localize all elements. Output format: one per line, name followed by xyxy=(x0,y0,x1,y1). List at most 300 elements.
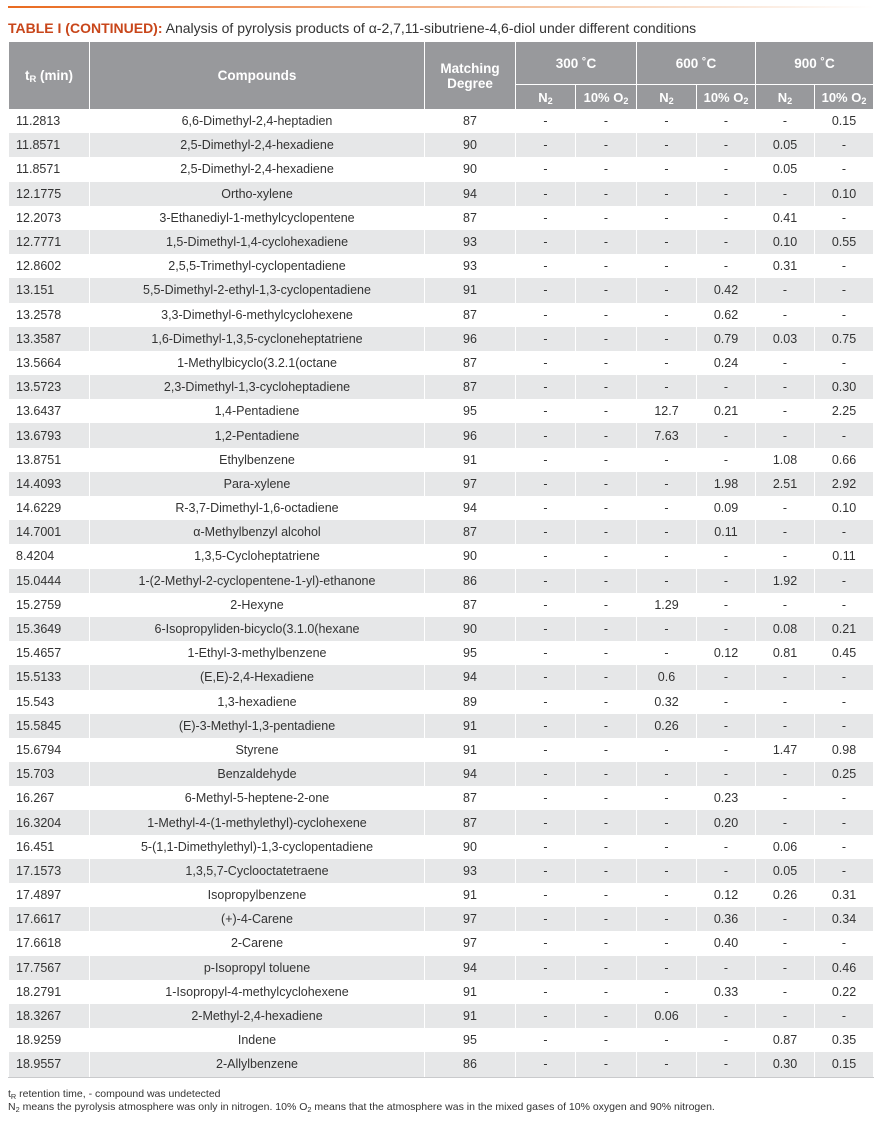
cell-900-o2: 0.15 xyxy=(815,109,874,133)
cell-900-o2: - xyxy=(815,931,874,955)
cell-900-n2: - xyxy=(756,496,815,520)
table-row xyxy=(9,956,874,980)
cell-retention-time: 16.3204 xyxy=(9,810,90,834)
cell-300-o2: - xyxy=(576,931,637,955)
cell-compound: 1-Methylbicyclo(3.2.1(octane xyxy=(90,351,425,375)
cell-retention-time: 16.451 xyxy=(9,835,90,859)
cell-600-n2: - xyxy=(637,206,697,230)
top-rule xyxy=(8,6,874,8)
cell-retention-time: 18.2791 xyxy=(9,980,90,1004)
cell-600-n2: - xyxy=(637,230,697,254)
cell-300-n2: - xyxy=(516,859,576,883)
cell-300-o2: - xyxy=(576,278,637,302)
cell-300-n2: - xyxy=(516,956,576,980)
cell-900-o2: - xyxy=(815,520,874,544)
cell-900-o2: - xyxy=(815,206,874,230)
cell-600-n2: - xyxy=(637,496,697,520)
cell-600-n2: - xyxy=(637,786,697,810)
cell-600-o2: 0.09 xyxy=(697,496,756,520)
cell-600-o2: - xyxy=(697,665,756,689)
cell-900-o2: - xyxy=(815,254,874,278)
cell-compound: 1-(2-Methyl-2-cyclopentene-1-yl)-ethanone xyxy=(90,569,425,593)
cell-matching-degree: 87 xyxy=(425,351,516,375)
cell-300-n2: - xyxy=(516,423,576,447)
table-row xyxy=(9,690,874,714)
cell-900-o2: 0.75 xyxy=(815,327,874,351)
cell-900-o2: 0.55 xyxy=(815,230,874,254)
cell-300-o2: - xyxy=(576,206,637,230)
table-row xyxy=(9,1052,874,1077)
cell-900-n2: - xyxy=(756,956,815,980)
cell-300-n2: - xyxy=(516,230,576,254)
cell-900-n2: - xyxy=(756,931,815,955)
cell-compound: 2-Methyl-2,4-hexadiene xyxy=(90,1004,425,1028)
table-row xyxy=(9,931,874,955)
cell-300-n2: - xyxy=(516,399,576,423)
cell-600-o2: - xyxy=(697,835,756,859)
cell-600-o2: - xyxy=(697,859,756,883)
cell-300-o2: - xyxy=(576,1052,637,1077)
cell-900-o2: 0.25 xyxy=(815,762,874,786)
cell-300-n2: - xyxy=(516,738,576,762)
cell-300-n2: - xyxy=(516,375,576,399)
cell-600-n2: - xyxy=(637,448,697,472)
table-caption xyxy=(8,19,874,37)
cell-compound: 3-Ethanediyl-1-methylcyclopentene xyxy=(90,206,425,230)
cell-300-n2: - xyxy=(516,883,576,907)
table-row xyxy=(9,448,874,472)
cell-900-o2: - xyxy=(815,1004,874,1028)
cell-900-n2: 0.05 xyxy=(756,133,815,157)
cell-compound: 1,3,5,7-Cyclooctatetraene xyxy=(90,859,425,883)
cell-600-n2: - xyxy=(637,303,697,327)
cell-900-n2: 0.03 xyxy=(756,327,815,351)
cell-900-n2: - xyxy=(756,1004,815,1028)
cell-300-n2: - xyxy=(516,182,576,206)
cell-600-o2: - xyxy=(697,109,756,133)
cell-600-o2: 0.33 xyxy=(697,980,756,1004)
cell-300-o2: - xyxy=(576,303,637,327)
cell-600-n2: - xyxy=(637,931,697,955)
cell-900-o2: 0.11 xyxy=(815,544,874,568)
cell-600-o2: - xyxy=(697,1004,756,1028)
cell-600-o2: - xyxy=(697,690,756,714)
cell-600-n2: - xyxy=(637,133,697,157)
cell-900-n2: 0.31 xyxy=(756,254,815,278)
cell-900-o2: - xyxy=(815,714,874,738)
cell-matching-degree: 90 xyxy=(425,544,516,568)
cell-900-o2: - xyxy=(815,423,874,447)
cell-300-o2: - xyxy=(576,593,637,617)
cell-600-o2: - xyxy=(697,1052,756,1077)
cell-900-n2: 0.10 xyxy=(756,230,815,254)
cell-retention-time: 11.8571 xyxy=(9,157,90,181)
cell-compound: Ethylbenzene xyxy=(90,448,425,472)
table-row xyxy=(9,569,874,593)
cell-900-n2: 0.30 xyxy=(756,1052,815,1077)
cell-600-o2: - xyxy=(697,762,756,786)
table-row xyxy=(9,714,874,738)
cell-retention-time: 17.7567 xyxy=(9,956,90,980)
cell-300-n2: - xyxy=(516,931,576,955)
cell-300-o2: - xyxy=(576,254,637,278)
cell-300-o2: - xyxy=(576,230,637,254)
cell-600-n2: - xyxy=(637,327,697,351)
cell-retention-time: 13.151 xyxy=(9,278,90,302)
cell-300-o2: - xyxy=(576,327,637,351)
cell-600-n2: - xyxy=(637,1052,697,1077)
cell-retention-time: 13.5664 xyxy=(9,351,90,375)
cell-900-o2: 0.15 xyxy=(815,1052,874,1077)
cell-compound: 1,6-Dimethyl-1,3,5-cycloneheptatriene xyxy=(90,327,425,351)
cell-retention-time: 15.703 xyxy=(9,762,90,786)
cell-900-o2: - xyxy=(815,133,874,157)
table-row xyxy=(9,762,874,786)
cell-900-n2: - xyxy=(756,593,815,617)
cell-matching-degree: 89 xyxy=(425,690,516,714)
cell-300-o2: - xyxy=(576,980,637,1004)
cell-retention-time: 12.8602 xyxy=(9,254,90,278)
cell-compound: 1-Ethyl-3-methylbenzene xyxy=(90,641,425,665)
cell-retention-time: 11.2813 xyxy=(9,109,90,133)
cell-300-n2: - xyxy=(516,206,576,230)
cell-retention-time: 13.5723 xyxy=(9,375,90,399)
cell-300-o2: - xyxy=(576,859,637,883)
cell-compound: 2,3-Dimethyl-1,3-cycloheptadiene xyxy=(90,375,425,399)
cell-matching-degree: 97 xyxy=(425,907,516,931)
cell-600-o2: - xyxy=(697,254,756,278)
cell-600-n2: - xyxy=(637,762,697,786)
cell-600-n2: - xyxy=(637,738,697,762)
cell-900-o2: - xyxy=(815,569,874,593)
table-row xyxy=(9,859,874,883)
cell-600-n2: - xyxy=(637,956,697,980)
cell-900-o2: - xyxy=(815,690,874,714)
cell-600-n2: 0.26 xyxy=(637,714,697,738)
cell-300-n2: - xyxy=(516,472,576,496)
cell-600-o2: - xyxy=(697,448,756,472)
cell-matching-degree: 93 xyxy=(425,859,516,883)
cell-900-n2: 0.08 xyxy=(756,617,815,641)
cell-600-o2: - xyxy=(697,157,756,181)
cell-matching-degree: 90 xyxy=(425,133,516,157)
cell-600-o2: - xyxy=(697,956,756,980)
cell-600-o2: 0.40 xyxy=(697,931,756,955)
cell-600-o2: 0.21 xyxy=(697,399,756,423)
cell-300-o2: - xyxy=(576,617,637,641)
cell-compound: 1,2-Pentadiene xyxy=(90,423,425,447)
header-compounds: Compounds xyxy=(90,42,425,109)
cell-900-o2: - xyxy=(815,665,874,689)
cell-matching-degree: 87 xyxy=(425,593,516,617)
cell-900-o2: 0.46 xyxy=(815,956,874,980)
cell-300-n2: - xyxy=(516,762,576,786)
table-row xyxy=(9,883,874,907)
cell-900-n2: - xyxy=(756,907,815,931)
cell-matching-degree: 94 xyxy=(425,496,516,520)
table-row xyxy=(9,738,874,762)
cell-matching-degree: 86 xyxy=(425,1052,516,1077)
cell-compound: 1-Methyl-4-(1-methylethyl)-cyclohexene xyxy=(90,810,425,834)
cell-compound: Ortho-xylene xyxy=(90,182,425,206)
cell-900-o2: 0.66 xyxy=(815,448,874,472)
cell-300-n2: - xyxy=(516,520,576,544)
cell-300-o2: - xyxy=(576,690,637,714)
cell-matching-degree: 87 xyxy=(425,206,516,230)
cell-300-n2: - xyxy=(516,786,576,810)
cell-600-o2: - xyxy=(697,206,756,230)
cell-300-n2: - xyxy=(516,303,576,327)
cell-compound: 1-Isopropyl-4-methylcyclohexene xyxy=(90,980,425,1004)
cell-900-o2: - xyxy=(815,835,874,859)
cell-300-o2: - xyxy=(576,520,637,544)
cell-matching-degree: 90 xyxy=(425,835,516,859)
cell-900-n2: - xyxy=(756,109,815,133)
cell-compound: 1,5-Dimethyl-1,4-cyclohexadiene xyxy=(90,230,425,254)
cell-600-o2: - xyxy=(697,738,756,762)
cell-300-n2: - xyxy=(516,278,576,302)
cell-300-o2: - xyxy=(576,157,637,181)
table-row xyxy=(9,303,874,327)
table-row xyxy=(9,399,874,423)
cell-600-o2: 0.24 xyxy=(697,351,756,375)
cell-300-o2: - xyxy=(576,1004,637,1028)
table-row xyxy=(9,617,874,641)
table-row xyxy=(9,351,874,375)
cell-600-o2: 0.12 xyxy=(697,641,756,665)
cell-900-o2: 0.98 xyxy=(815,738,874,762)
cell-600-o2: - xyxy=(697,714,756,738)
cell-900-o2: 0.35 xyxy=(815,1028,874,1052)
cell-300-o2: - xyxy=(576,738,637,762)
cell-retention-time: 15.0444 xyxy=(9,569,90,593)
cell-300-o2: - xyxy=(576,762,637,786)
cell-300-n2: - xyxy=(516,714,576,738)
cell-matching-degree: 87 xyxy=(425,810,516,834)
cell-900-n2: - xyxy=(756,690,815,714)
cell-900-o2: 0.10 xyxy=(815,496,874,520)
cell-600-n2: - xyxy=(637,375,697,399)
cell-900-n2: 1.92 xyxy=(756,569,815,593)
table-row xyxy=(9,520,874,544)
cell-matching-degree: 94 xyxy=(425,956,516,980)
cell-300-n2: - xyxy=(516,593,576,617)
cell-compound: (E)-3-Methyl-1,3-pentadiene xyxy=(90,714,425,738)
table-row xyxy=(9,472,874,496)
cell-compound: (+)-4-Carene xyxy=(90,907,425,931)
cell-retention-time: 13.6437 xyxy=(9,399,90,423)
header-temp-600: 600 ˚C xyxy=(637,42,756,85)
cell-900-n2: 0.87 xyxy=(756,1028,815,1052)
cell-600-o2: - xyxy=(697,544,756,568)
cell-compound: (E,E)-2,4-Hexadiene xyxy=(90,665,425,689)
cell-300-n2: - xyxy=(516,569,576,593)
cell-matching-degree: 91 xyxy=(425,1004,516,1028)
cell-600-n2: - xyxy=(637,351,697,375)
cell-retention-time: 18.9259 xyxy=(9,1028,90,1052)
cell-600-n2: - xyxy=(637,1028,697,1052)
cell-600-n2: - xyxy=(637,859,697,883)
cell-retention-time: 11.8571 xyxy=(9,133,90,157)
table-row xyxy=(9,1004,874,1028)
cell-600-n2: 12.7 xyxy=(637,399,697,423)
cell-compound: 1,3-hexadiene xyxy=(90,690,425,714)
table-row xyxy=(9,496,874,520)
table-notes xyxy=(8,1088,874,1114)
cell-retention-time: 15.4657 xyxy=(9,641,90,665)
table-row xyxy=(9,641,874,665)
cell-900-o2: 0.31 xyxy=(815,883,874,907)
cell-300-o2: - xyxy=(576,810,637,834)
cell-600-o2: - xyxy=(697,375,756,399)
cell-900-n2: - xyxy=(756,786,815,810)
cell-retention-time: 15.5845 xyxy=(9,714,90,738)
table-row xyxy=(9,157,874,181)
cell-retention-time: 13.2578 xyxy=(9,303,90,327)
table-row xyxy=(9,980,874,1004)
cell-300-o2: - xyxy=(576,351,637,375)
cell-retention-time: 16.267 xyxy=(9,786,90,810)
cell-300-n2: - xyxy=(516,109,576,133)
cell-600-n2: - xyxy=(637,907,697,931)
cell-900-n2: - xyxy=(756,423,815,447)
pyrolysis-table xyxy=(8,42,874,1078)
cell-900-o2: 2.92 xyxy=(815,472,874,496)
cell-300-n2: - xyxy=(516,690,576,714)
cell-300-o2: - xyxy=(576,182,637,206)
table-row xyxy=(9,109,874,133)
cell-retention-time: 18.3267 xyxy=(9,1004,90,1028)
table-header xyxy=(9,42,874,109)
cell-matching-degree: 94 xyxy=(425,182,516,206)
cell-900-n2: 0.05 xyxy=(756,157,815,181)
cell-retention-time: 17.4897 xyxy=(9,883,90,907)
cell-300-o2: - xyxy=(576,375,637,399)
cell-retention-time: 14.6229 xyxy=(9,496,90,520)
cell-900-o2: 0.21 xyxy=(815,617,874,641)
cell-300-n2: - xyxy=(516,327,576,351)
cell-900-n2: - xyxy=(756,810,815,834)
table-row xyxy=(9,423,874,447)
cell-matching-degree: 91 xyxy=(425,883,516,907)
cell-300-o2: - xyxy=(576,907,637,931)
cell-300-o2: - xyxy=(576,544,637,568)
cell-900-n2: - xyxy=(756,375,815,399)
cell-900-n2: 2.51 xyxy=(756,472,815,496)
cell-900-n2: - xyxy=(756,714,815,738)
cell-900-o2: - xyxy=(815,810,874,834)
cell-300-o2: - xyxy=(576,665,637,689)
cell-600-o2: - xyxy=(697,569,756,593)
cell-retention-time: 18.9557 xyxy=(9,1052,90,1077)
cell-300-n2: - xyxy=(516,1028,576,1052)
cell-compound: 2,5-Dimethyl-2,4-hexadiene xyxy=(90,157,425,181)
table-row xyxy=(9,254,874,278)
cell-matching-degree: 87 xyxy=(425,375,516,399)
cell-600-n2: - xyxy=(637,569,697,593)
cell-300-n2: - xyxy=(516,544,576,568)
cell-300-o2: - xyxy=(576,956,637,980)
cell-600-n2: - xyxy=(637,278,697,302)
cell-retention-time: 13.6793 xyxy=(9,423,90,447)
cell-900-n2: - xyxy=(756,520,815,544)
header-300-n2: $N_2$ xyxy=(516,85,576,110)
cell-300-n2: - xyxy=(516,617,576,641)
cell-600-o2: 0.62 xyxy=(697,303,756,327)
cell-300-n2: - xyxy=(516,157,576,181)
cell-900-o2: 2.25 xyxy=(815,399,874,423)
cell-600-o2: 0.23 xyxy=(697,786,756,810)
cell-900-o2: 0.34 xyxy=(815,907,874,931)
cell-900-o2: - xyxy=(815,351,874,375)
table-row xyxy=(9,665,874,689)
cell-matching-degree: 97 xyxy=(425,931,516,955)
cell-matching-degree: 91 xyxy=(425,448,516,472)
cell-600-o2: - xyxy=(697,133,756,157)
note-retention-time: $t_R$ retention time, - compound was undetected xyxy=(8,1088,221,1101)
cell-600-n2: - xyxy=(637,544,697,568)
cell-300-o2: - xyxy=(576,496,637,520)
cell-matching-degree: 87 xyxy=(425,520,516,544)
cell-900-n2: 1.08 xyxy=(756,448,815,472)
cell-compound: 1,4-Pentadiene xyxy=(90,399,425,423)
cell-compound: Styrene xyxy=(90,738,425,762)
cell-900-n2: - xyxy=(756,544,815,568)
cell-900-n2: 0.81 xyxy=(756,641,815,665)
cell-matching-degree: 95 xyxy=(425,399,516,423)
cell-300-n2: - xyxy=(516,1004,576,1028)
cell-compound: 5,5-Dimethyl-2-ethyl-1,3-cyclopentadiene xyxy=(90,278,425,302)
table-row xyxy=(9,810,874,834)
cell-matching-degree: 87 xyxy=(425,109,516,133)
cell-900-o2: - xyxy=(815,157,874,181)
cell-600-o2: 0.12 xyxy=(697,883,756,907)
cell-matching-degree: 90 xyxy=(425,617,516,641)
cell-900-n2: - xyxy=(756,762,815,786)
cell-900-o2: - xyxy=(815,593,874,617)
cell-600-n2: - xyxy=(637,472,697,496)
cell-900-n2: 0.05 xyxy=(756,859,815,883)
cell-900-n2: 0.26 xyxy=(756,883,815,907)
cell-900-n2: - xyxy=(756,351,815,375)
cell-900-n2: - xyxy=(756,278,815,302)
cell-retention-time: 13.3587 xyxy=(9,327,90,351)
cell-600-n2: - xyxy=(637,109,697,133)
cell-matching-degree: 90 xyxy=(425,157,516,181)
table-row xyxy=(9,278,874,302)
cell-matching-degree: 91 xyxy=(425,714,516,738)
cell-900-o2: - xyxy=(815,859,874,883)
cell-300-o2: - xyxy=(576,399,637,423)
cell-900-n2: - xyxy=(756,182,815,206)
cell-retention-time: 12.1775 xyxy=(9,182,90,206)
header-900-o2: 10% $O_2$ xyxy=(815,85,874,110)
cell-compound: Benzaldehyde xyxy=(90,762,425,786)
cell-retention-time: 12.2073 xyxy=(9,206,90,230)
cell-900-o2: - xyxy=(815,303,874,327)
cell-600-n2: 7.63 xyxy=(637,423,697,447)
cell-600-o2: - xyxy=(697,423,756,447)
cell-600-n2: 0.06 xyxy=(637,1004,697,1028)
cell-600-o2: - xyxy=(697,617,756,641)
cell-matching-degree: 87 xyxy=(425,303,516,327)
cell-matching-degree: 96 xyxy=(425,327,516,351)
cell-matching-degree: 97 xyxy=(425,472,516,496)
cell-retention-time: 17.6618 xyxy=(9,931,90,955)
cell-compound: α-Methylbenzyl alcohol xyxy=(90,520,425,544)
cell-retention-time: 14.7001 xyxy=(9,520,90,544)
cell-matching-degree: 87 xyxy=(425,786,516,810)
